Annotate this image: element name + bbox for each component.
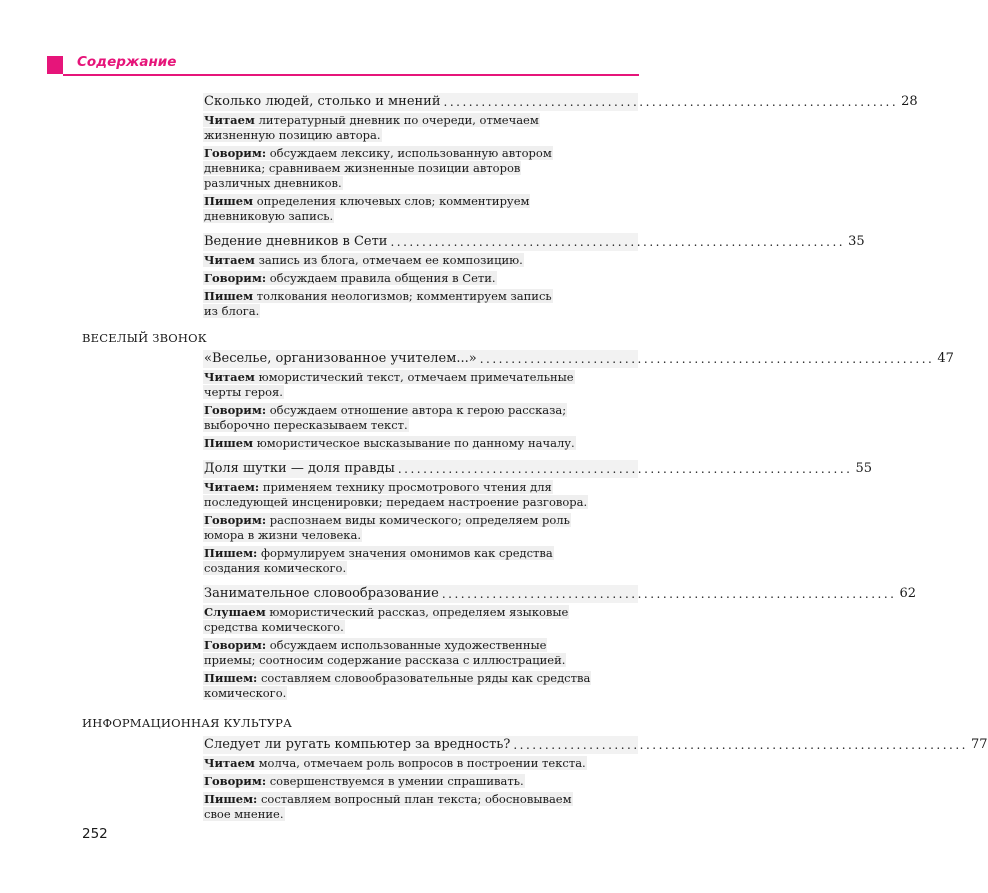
activity-text: черты героя. bbox=[204, 385, 283, 399]
activity-line bbox=[203, 756, 638, 771]
activity-line bbox=[203, 403, 638, 418]
section-label: ИНФОРМАЦИОННАЯ КУЛЬТУРА bbox=[82, 716, 293, 730]
activity-text: приемы; соотносим содержание рассказа с иллюстрацией. bbox=[204, 653, 566, 667]
entry-title-row[interactable] bbox=[203, 736, 988, 754]
activity-text: создания комического. bbox=[204, 561, 347, 575]
activity-text: жизненную позицию автора. bbox=[204, 128, 381, 142]
entry-title: Следует ли ругать компьютер за вредность? bbox=[204, 737, 511, 752]
entry-page-number: 77 bbox=[971, 737, 988, 752]
activity-line bbox=[203, 546, 638, 561]
activity-text: запись из блога, отмечаем ее композицию. bbox=[258, 253, 523, 267]
activity-text: юмористический текст, отмечаем примечательные bbox=[258, 370, 574, 384]
toc-entry bbox=[203, 736, 988, 825]
activity-block bbox=[203, 546, 638, 576]
activity-label: Читаем: bbox=[204, 480, 260, 494]
activity-label: Пишем bbox=[204, 289, 254, 303]
toc-entry bbox=[203, 93, 918, 227]
activity-block bbox=[203, 403, 638, 433]
activity-line bbox=[203, 671, 638, 686]
entry-page-number: 62 bbox=[899, 586, 917, 601]
activity-line bbox=[203, 194, 638, 209]
activity-text: последующей инсценировки; передаем настроение разговора. bbox=[204, 495, 588, 509]
activity-line bbox=[203, 161, 638, 176]
activity-line bbox=[203, 495, 638, 510]
entry-title: Сколько людей, столько и мнений bbox=[204, 94, 441, 109]
activity-label: Говорим: bbox=[204, 271, 267, 285]
entry-title: Занимательное словообразование bbox=[204, 586, 439, 601]
activity-line bbox=[203, 513, 638, 528]
activity-block bbox=[203, 146, 638, 191]
leader-dots: ........................................................................ bbox=[513, 738, 968, 752]
activity-text: обсуждаем использованные художественные bbox=[269, 638, 547, 652]
activity-block bbox=[203, 756, 638, 771]
activity-text: дневниковую запись. bbox=[204, 209, 334, 223]
activity-text: свое мнение. bbox=[204, 807, 284, 821]
activity-text: совершенствуемся в умении спрашивать. bbox=[269, 774, 524, 788]
activity-line bbox=[203, 128, 638, 143]
activity-line bbox=[203, 209, 638, 224]
activity-line bbox=[203, 370, 638, 385]
entry-title: Ведение дневников в Сети bbox=[204, 234, 388, 249]
header-title: Содержание bbox=[77, 54, 177, 70]
activity-text: литературный дневник по очереди, отмечаем bbox=[258, 113, 539, 127]
activity-line bbox=[203, 418, 638, 433]
activity-line bbox=[203, 638, 638, 653]
activity-line bbox=[203, 146, 638, 161]
activity-label: Читаем bbox=[204, 253, 255, 267]
entry-page-number: 55 bbox=[855, 461, 872, 476]
toc-entry bbox=[203, 233, 865, 322]
activity-label: Говорим: bbox=[204, 774, 267, 788]
activity-text: из блога. bbox=[204, 304, 260, 318]
activity-text: распознаем виды комического; определяем роль bbox=[269, 513, 570, 527]
entry-title-row[interactable] bbox=[203, 350, 954, 368]
activity-block bbox=[203, 480, 638, 510]
toc-entry bbox=[203, 585, 917, 704]
activity-label: Пишем bbox=[204, 436, 254, 450]
section-label: ВЕСЕЛЫЙ ЗВОНОК bbox=[82, 331, 207, 345]
activity-text: молча, отмечаем роль вопросов в построении текста. bbox=[258, 756, 586, 770]
activity-text: формулируем значения омонимов как средства bbox=[260, 546, 553, 560]
activity-label: Читаем bbox=[204, 756, 255, 770]
activity-line bbox=[203, 253, 638, 268]
activity-line bbox=[203, 620, 638, 635]
activity-line bbox=[203, 807, 638, 822]
activity-label: Пишем: bbox=[204, 671, 258, 685]
activity-label: Пишем bbox=[204, 194, 254, 208]
activity-text: обсуждаем отношение автора к герою рассказа; bbox=[269, 403, 567, 417]
activity-block bbox=[203, 271, 638, 286]
leader-dots: ........................................................................ bbox=[441, 587, 897, 601]
leader-dots: ........................................................................ bbox=[397, 462, 853, 476]
activity-block bbox=[203, 792, 638, 822]
header-rule bbox=[63, 74, 639, 76]
activity-block bbox=[203, 253, 638, 268]
activity-line bbox=[203, 686, 638, 701]
activity-line bbox=[203, 528, 638, 543]
activity-text: юмористическое высказывание по данному началу. bbox=[256, 436, 575, 450]
activity-block bbox=[203, 289, 638, 319]
header-marker bbox=[47, 56, 63, 74]
activity-line bbox=[203, 289, 638, 304]
activity-text: средства комического. bbox=[204, 620, 344, 634]
activity-block bbox=[203, 671, 638, 701]
activity-label: Говорим: bbox=[204, 146, 267, 160]
activity-line bbox=[203, 561, 638, 576]
page-number: 252 bbox=[82, 826, 108, 842]
section-header bbox=[47, 54, 639, 76]
entry-title-row[interactable] bbox=[203, 460, 872, 478]
toc-entry bbox=[203, 460, 872, 579]
activity-block bbox=[203, 113, 638, 143]
leader-dots: ........................................................................ bbox=[443, 95, 899, 109]
activity-line bbox=[203, 792, 638, 807]
activity-block bbox=[203, 513, 638, 543]
activity-block bbox=[203, 194, 638, 224]
entry-page-number: 28 bbox=[901, 94, 918, 109]
activity-text: различных дневников. bbox=[204, 176, 342, 190]
activity-line bbox=[203, 480, 638, 495]
activity-text: обсуждаем правила общения в Сети. bbox=[269, 271, 496, 285]
entry-title: «Веселье, организованное учителем...» bbox=[204, 351, 477, 366]
activity-text: выборочно пересказываем текст. bbox=[204, 418, 408, 432]
activity-text: комического. bbox=[204, 686, 287, 700]
activity-label: Пишем: bbox=[204, 546, 258, 560]
activity-text: применяем технику просмотрового чтения для bbox=[262, 480, 552, 494]
activity-block bbox=[203, 436, 638, 451]
activity-label: Говорим: bbox=[204, 513, 267, 527]
activity-line bbox=[203, 304, 638, 319]
activity-line bbox=[203, 113, 638, 128]
activity-block bbox=[203, 370, 638, 400]
entry-page-number: 35 bbox=[848, 234, 865, 249]
activity-label: Читаем bbox=[204, 113, 255, 127]
activity-line bbox=[203, 385, 638, 400]
activity-line bbox=[203, 271, 638, 286]
toc-entry bbox=[203, 350, 954, 454]
entry-title: Доля шутки — доля правды bbox=[204, 461, 395, 476]
activity-text: определения ключевых слов; комментируем bbox=[256, 194, 530, 208]
activity-line bbox=[203, 653, 638, 668]
activity-label: Слушаем bbox=[204, 605, 266, 619]
activity-text: дневника; сравниваем жизненные позиции авторов bbox=[204, 161, 521, 175]
activity-text: толкования неологизмов; комментируем запись bbox=[256, 289, 552, 303]
entry-title-row[interactable] bbox=[203, 93, 918, 111]
activity-line bbox=[203, 774, 638, 789]
activity-block bbox=[203, 774, 638, 789]
leader-dots: ........................................................................ bbox=[479, 352, 935, 366]
activity-line bbox=[203, 605, 638, 620]
activity-text: юмора в жизни человека. bbox=[204, 528, 362, 542]
activity-block bbox=[203, 605, 638, 635]
activity-label: Читаем bbox=[204, 370, 255, 384]
leader-dots: ........................................................................ bbox=[390, 235, 846, 249]
activity-label: Пишем: bbox=[204, 792, 258, 806]
activity-text: составляем вопросный план текста; обосновываем bbox=[260, 792, 572, 806]
activity-block bbox=[203, 638, 638, 668]
entry-page-number: 47 bbox=[937, 351, 954, 366]
activity-text: обсуждаем лексику, использованную автором bbox=[269, 146, 552, 160]
entry-title-row[interactable] bbox=[203, 233, 865, 251]
activity-line bbox=[203, 176, 638, 191]
activity-label: Говорим: bbox=[204, 403, 267, 417]
activity-label: Говорим: bbox=[204, 638, 267, 652]
entry-title-row[interactable] bbox=[203, 585, 917, 603]
activity-line bbox=[203, 436, 638, 451]
activity-text: юмористический рассказ, определяем языковые bbox=[269, 605, 569, 619]
activity-text: составляем словообразовательные ряды как средства bbox=[260, 671, 591, 685]
